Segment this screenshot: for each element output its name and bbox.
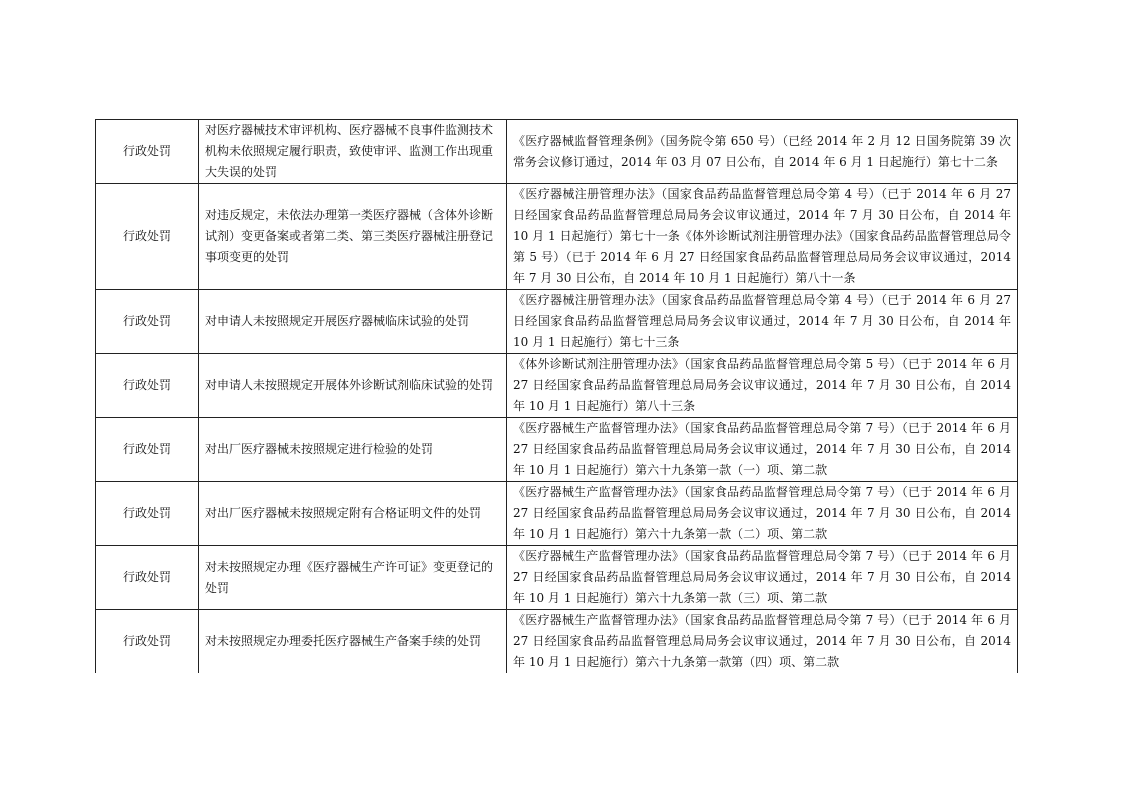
legal-basis-cell: 《医疗器械生产监督管理办法》（国家食品药品监督管理总局令第 7 号）（已于 2014 年 6 月 27 日经国家食品药品监督管理总局局务会议审议通过，2014 年 7 月 30 日公布，自 2014 年 10 月 1 日起施行）第六十九条第一款（二）项、第二款 — [507, 482, 1018, 546]
table-row — [96, 418, 1018, 482]
legal-basis-cell: 《医疗器械注册管理办法》（国家食品药品监督管理总局令第 4 号）（已于 2014 年 6 月 27 日经国家食品药品监督管理总局局务会议审议通过，2014 年 7 月 30 日公布，自 2014 年 10 月 1 日起施行）第七十一条《体外诊断试剂注册管理办法》（国家食品药品监督管理总局令第 5 号）（已于 2014 年 6 月 27 日经国家食品药品监督管理总局局务会议审议通过，2014 年 7 月 30 日公布，自 2014 年 10 月 1 日起施行）第八十一条 — [507, 184, 1018, 290]
table-row — [96, 290, 1018, 354]
legal-basis-cell: 《医疗器械注册管理办法》（国家食品药品监督管理总局令第 4 号）（已于 2014 年 6 月 27 日经国家食品药品监督管理总局局务会议审议通过，2014 年 7 月 30 日公布，自 2014 年 10 月 1 日起施行）第七十三条 — [507, 290, 1018, 354]
table-row — [96, 120, 1018, 184]
penalty-type-cell: 行政处罚 — [96, 610, 199, 674]
penalty-item-cell: 对申请人未按照规定开展医疗器械临床试验的处罚 — [199, 290, 507, 354]
penalty-item-cell: 对出厂医疗器械未按照规定附有合格证明文件的处罚 — [199, 482, 507, 546]
legal-basis-cell: 《医疗器械生产监督管理办法》（国家食品药品监督管理总局令第 7 号）（已于 2014 年 6 月 27 日经国家食品药品监督管理总局局务会议审议通过，2014 年 7 月 30 日公布，自 2014 年 10 月 1 日起施行）第六十九条第一款（一）项、第二款 — [507, 418, 1018, 482]
legal-basis-cell: 《医疗器械生产监督管理办法》（国家食品药品监督管理总局令第 7 号）（已于 2014 年 6 月 27 日经国家食品药品监督管理总局局务会议审议通过，2014 年 7 月 30 日公布，自 2014 年 10 月 1 日起施行）第六十九条第一款第（四）项、第二款 — [507, 610, 1018, 674]
penalty-type-cell: 行政处罚 — [96, 354, 199, 418]
penalty-type-cell: 行政处罚 — [96, 290, 199, 354]
penalty-type-cell: 行政处罚 — [96, 120, 199, 184]
penalty-item-cell: 对未按照规定办理委托医疗器械生产备案手续的处罚 — [199, 610, 507, 674]
penalty-type-cell: 行政处罚 — [96, 546, 199, 610]
penalty-item-cell: 对违反规定，未依法办理第一类医疗器械（含体外诊断试剂）变更备案或者第二类、第三类医疗器械注册登记事项变更的处罚 — [199, 184, 507, 290]
penalty-type-cell: 行政处罚 — [96, 184, 199, 290]
table-row — [96, 610, 1018, 674]
legal-basis-cell: 《医疗器械监督管理条例》（国务院令第 650 号）（已经 2014 年 2 月 12 日国务院第 39 次常务会议修订通过，2014 年 03 月 07 日公布，自 2014 年 6 月 1 日起施行）第七十二条 — [507, 120, 1018, 184]
penalty-item-cell: 对出厂医疗器械未按照规定进行检验的处罚 — [199, 418, 507, 482]
table-row — [96, 482, 1018, 546]
penalty-item-cell: 对医疗器械技术审评机构、医疗器械不良事件监测技术机构未依照规定履行职责，致使审评、监测工作出现重大失误的处罚 — [199, 120, 507, 184]
penalty-item-cell: 对未按照规定办理《医疗器械生产许可证》变更登记的处罚 — [199, 546, 507, 610]
legal-basis-cell: 《体外诊断试剂注册管理办法》（国家食品药品监督管理总局令第 5 号）（已于 2014 年 6 月 27 日经国家食品药品监督管理总局局务会议审议通过，2014 年 7 月 30 日公布，自 2014 年 10 月 1 日起施行）第八十三条 — [507, 354, 1018, 418]
penalty-type-cell: 行政处罚 — [96, 418, 199, 482]
table-row — [96, 184, 1018, 290]
table-row — [96, 354, 1018, 418]
legal-basis-cell: 《医疗器械生产监督管理办法》（国家食品药品监督管理总局令第 7 号）（已于 2014 年 6 月 27 日经国家食品药品监督管理总局局务会议审议通过，2014 年 7 月 30 日公布，自 2014 年 10 月 1 日起施行）第六十九条第一款（三）项、第二款 — [507, 546, 1018, 610]
penalty-type-cell: 行政处罚 — [96, 482, 199, 546]
penalty-table — [95, 119, 1018, 673]
table-row — [96, 546, 1018, 610]
penalty-item-cell: 对申请人未按照规定开展体外诊断试剂临床试验的处罚 — [199, 354, 507, 418]
